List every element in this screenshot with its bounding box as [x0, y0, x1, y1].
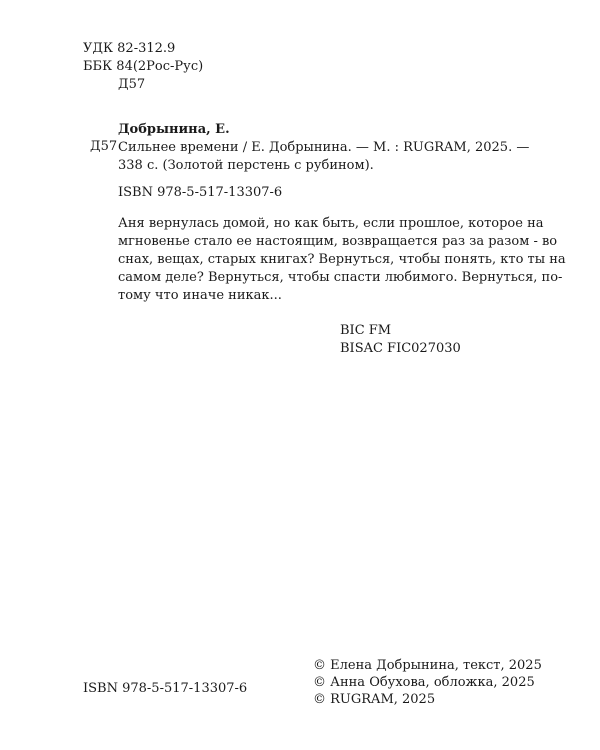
annotation-line: тому что иначе никак... [118, 288, 282, 303]
copyright-line: © Елена Добрынина, текст, 2025 [313, 658, 542, 673]
annotation-line: Аня вернулась домой, но как быть, если прошлое, которое на [118, 216, 544, 231]
copyright-line: © RUGRAM, 2025 [313, 692, 436, 707]
bisac-code: BISAC FIC027030 [340, 341, 461, 356]
bic-code: BIC FM [340, 323, 392, 338]
author-mark-left: Д57 [90, 139, 118, 154]
bibliographic-record [118, 121, 530, 175]
classification-block [83, 40, 203, 94]
annotation-line: мгновенье стало ее настоящим, возвращается раз за разом - во [118, 234, 558, 249]
isbn-bottom: ISBN 978-5-517-13307-6 [83, 681, 248, 696]
annotation [118, 215, 566, 305]
bbk-code: ББК 84(2Рос-Рус) [83, 59, 204, 74]
annotation-line: снах, вещах, старых книгах? Вернуться, чтобы понять, кто ты на [118, 252, 566, 267]
title-line: Сильнее времени / Е. Добрынина. — М. : RUGRAM, 2025. — [118, 140, 530, 155]
author-name: Добрынина, Е. [118, 122, 230, 137]
author-mark: Д57 [118, 77, 146, 92]
annotation-line: самом деле? Вернуться, чтобы спасти любимого. Вернуться, по- [118, 270, 563, 285]
pages-series-line: 338 с. (Золотой перстень с рубином). [118, 158, 374, 173]
isbn-top: ISBN 978-5-517-13307-6 [118, 185, 283, 200]
subject-codes [340, 322, 461, 358]
udk-code: УДК 82-312.9 [83, 41, 176, 56]
copyright-line: © Анна Обухова, обложка, 2025 [313, 675, 535, 690]
copyright-block [313, 657, 542, 708]
